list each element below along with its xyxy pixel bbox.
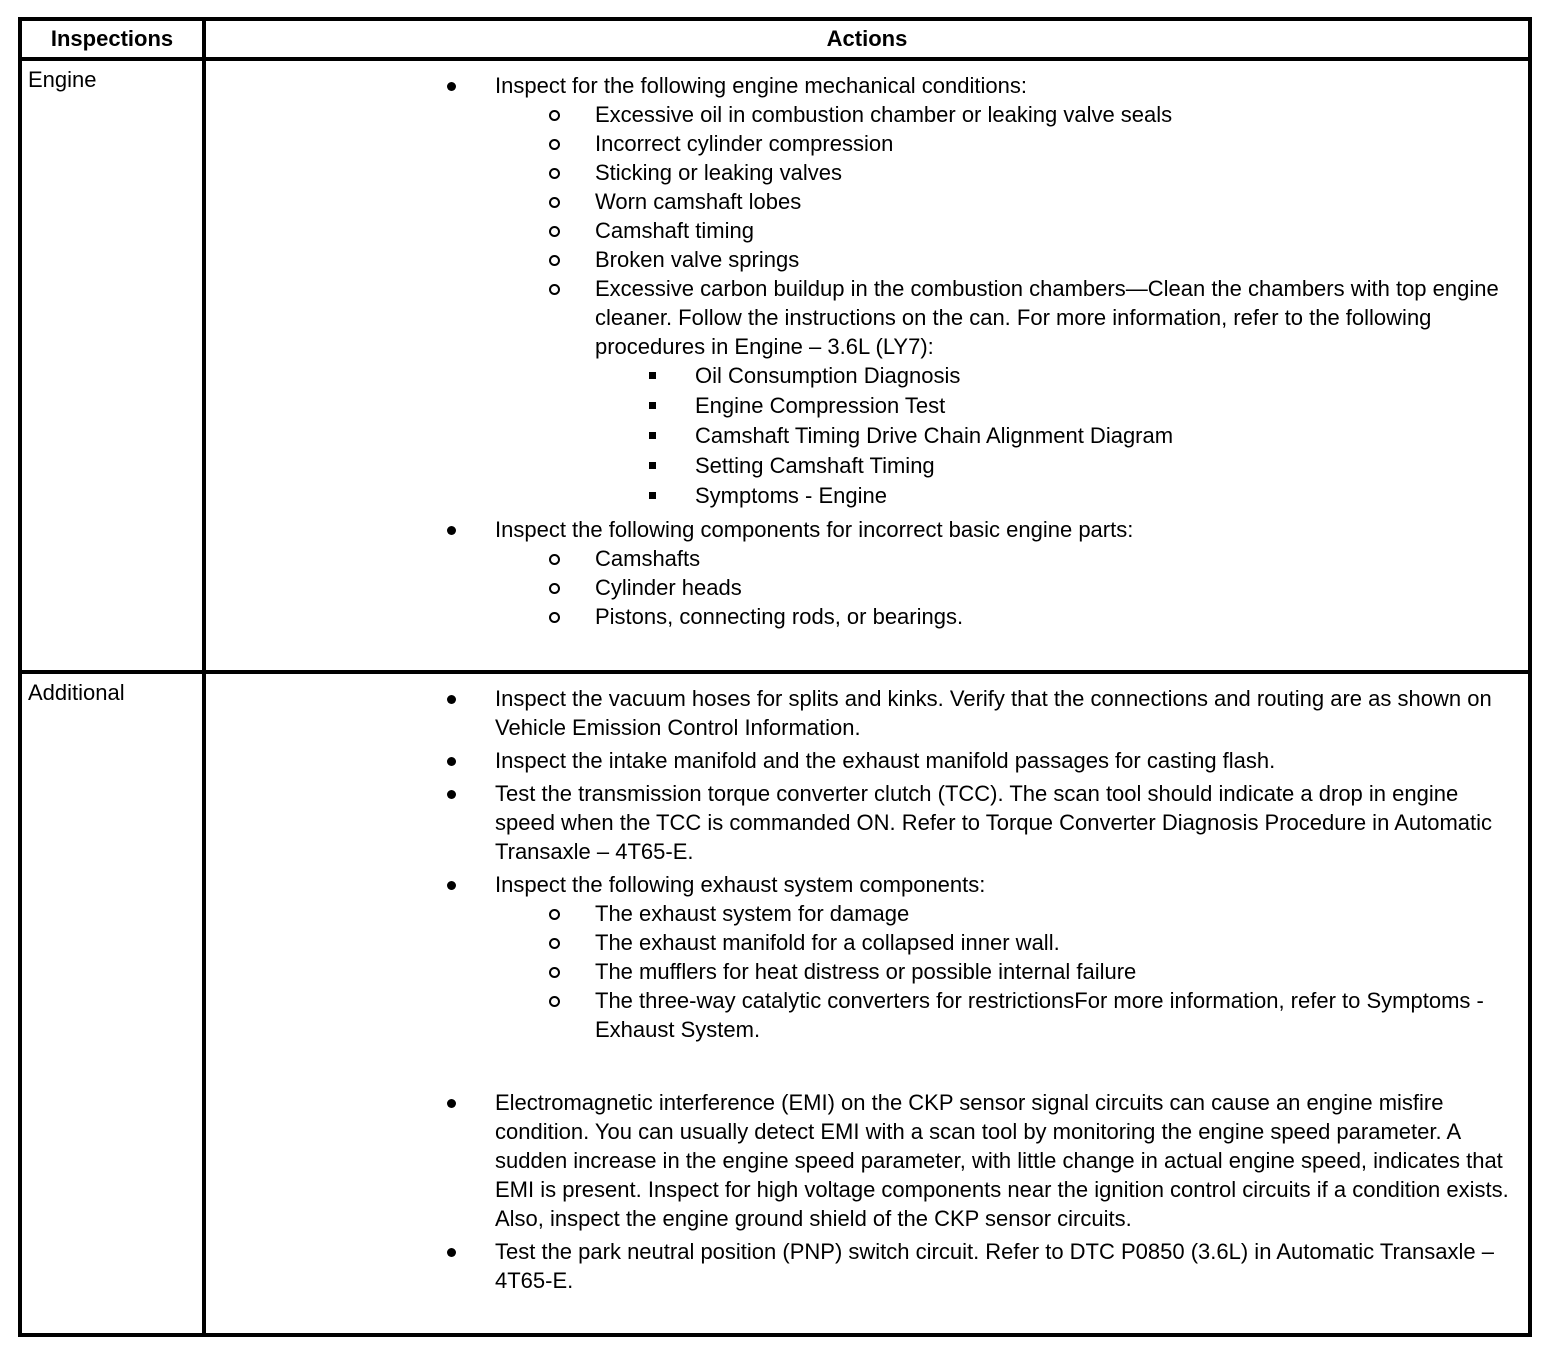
action-text: Inspect the following exhaust system components: xyxy=(495,872,986,897)
header-inspections: Inspections xyxy=(20,19,204,59)
procedure-item: Symptoms - Engine xyxy=(206,481,1518,511)
actions-cell xyxy=(204,672,1530,1335)
action-list xyxy=(206,674,1528,1295)
sub-item-text: Sticking or leaking valves xyxy=(595,160,843,185)
sub-list xyxy=(495,899,1518,1044)
action-list xyxy=(206,61,1528,631)
sub-item-text: The mufflers for heat distress or possible internal failure xyxy=(595,959,1137,984)
action-item: Electromagnetic interference (EMI) on the CKP sensor signal circuits can cause an engine misfire condition. You can usually detect EMI with a scan tool by monitoring the engine speed parameter. A sudden increase in the engine speed parameter, with little change in actual engine speed, indicates that EMI is present. Inspect for high voltage components near the ignition control circuits if a condition exists. Also, inspect the engine ground shield of the CKP sensor circuits. xyxy=(206,1088,1518,1233)
sub-list xyxy=(495,100,1518,511)
sub-item xyxy=(206,245,1518,274)
sub-item xyxy=(206,573,1518,602)
action-item: Test the transmission torque converter clutch (TCC). The scan tool should indicate a drop in engine speed when the TCC is commanded ON. Refer to Torque Converter Diagnosis Procedure in Automatic Transaxle – 4T65-E. xyxy=(206,779,1518,866)
sub-item-text: The three-way catalytic converters for restrictionsFor more information, refer to Symptoms - Exhaust System. xyxy=(595,988,1484,1042)
sub-item xyxy=(206,986,1518,1044)
table-row-engine xyxy=(20,59,1530,672)
action-item xyxy=(206,870,1518,1044)
sub-item xyxy=(206,928,1518,957)
sub-item-text: The exhaust manifold for a collapsed inner wall. xyxy=(595,930,1060,955)
sub-list xyxy=(495,544,1518,631)
action-item: Inspect the vacuum hoses for splits and kinks. Verify that the connections and routing are as shown on Vehicle Emission Control Information. xyxy=(206,684,1518,742)
procedure-item: Engine Compression Test xyxy=(206,391,1518,421)
sub-item xyxy=(206,899,1518,928)
sub-item-text: Incorrect cylinder compression xyxy=(595,131,894,156)
sub-item xyxy=(206,957,1518,986)
sub-item xyxy=(206,129,1518,158)
sub-item-text: Camshafts xyxy=(595,546,701,571)
sub-item xyxy=(206,274,1518,511)
sub-item xyxy=(206,100,1518,129)
action-item xyxy=(206,515,1518,631)
sub-item xyxy=(206,544,1518,573)
action-item xyxy=(206,71,1518,511)
sub-item-text: Cylinder heads xyxy=(595,575,742,600)
sub-item xyxy=(206,602,1518,631)
actions-cell xyxy=(204,59,1530,672)
procedure-item: Setting Camshaft Timing xyxy=(206,451,1518,481)
procedure-list xyxy=(595,361,1518,511)
sub-item-text: Worn camshaft lobes xyxy=(595,189,802,214)
sub-item-text: Excessive oil in combustion chamber or leaking valve seals xyxy=(595,102,1173,127)
header-row xyxy=(20,19,1530,59)
sub-item-text: Excessive carbon buildup in the combustion chambers—Clean the chambers with top engine cleaner. Follow the instructions on the can. For more information, refer to the following procedures in Engine – 3.6L (LY7): xyxy=(595,276,1499,359)
category-cell: Engine xyxy=(20,59,204,672)
sub-item xyxy=(206,187,1518,216)
procedure-item: Oil Consumption Diagnosis xyxy=(206,361,1518,391)
inspection-table xyxy=(18,17,1532,1337)
procedure-item: Camshaft Timing Drive Chain Alignment Diagram xyxy=(206,421,1518,451)
action-item: Test the park neutral position (PNP) switch circuit. Refer to DTC P0850 (3.6L) in Automatic Transaxle – 4T65-E. xyxy=(206,1237,1518,1295)
header-actions: Actions xyxy=(204,19,1530,59)
action-item: Inspect the intake manifold and the exhaust manifold passages for casting flash. xyxy=(206,746,1518,775)
sub-item-text: The exhaust system for damage xyxy=(595,901,910,926)
action-text: Inspect the following components for incorrect basic engine parts: xyxy=(495,517,1134,542)
category-cell: Additional xyxy=(20,672,204,1335)
table-row-additional xyxy=(20,672,1530,1335)
sub-item-text: Camshaft timing xyxy=(595,218,754,243)
sub-item-text: Broken valve springs xyxy=(595,247,800,272)
sub-item xyxy=(206,216,1518,245)
action-text: Inspect for the following engine mechanical conditions: xyxy=(495,73,1027,98)
sub-item-text: Pistons, connecting rods, or bearings. xyxy=(595,604,964,629)
sub-item xyxy=(206,158,1518,187)
